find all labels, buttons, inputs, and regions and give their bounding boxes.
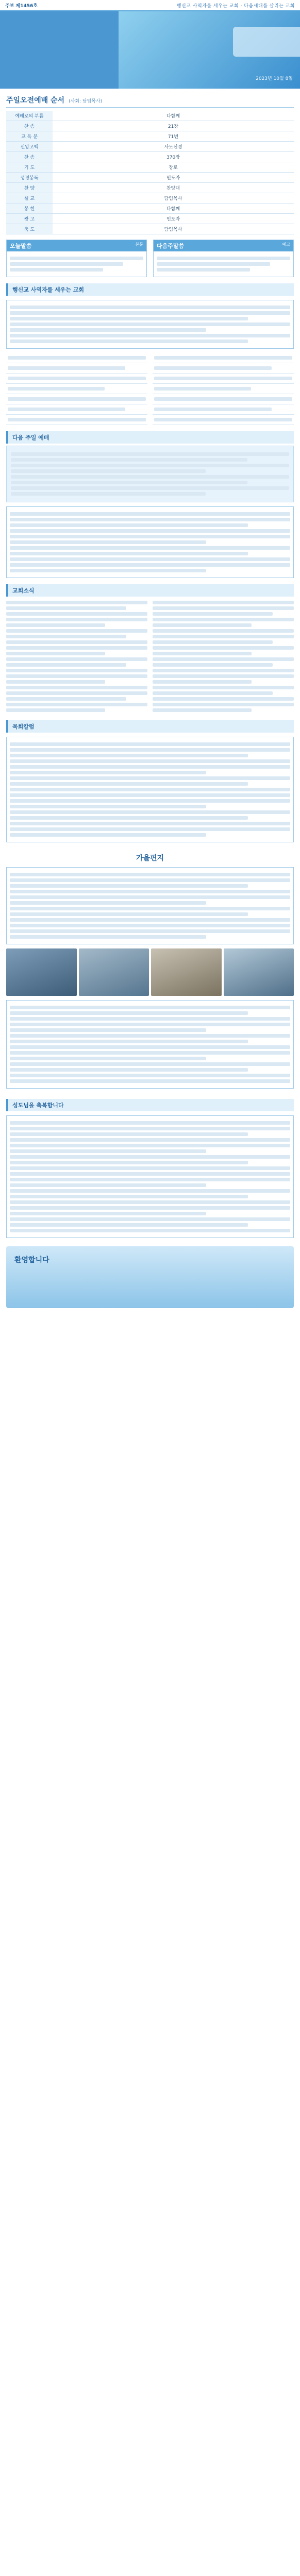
text-line bbox=[10, 317, 248, 320]
text-line bbox=[153, 674, 294, 678]
text-line bbox=[10, 1079, 290, 1083]
text-line bbox=[10, 306, 290, 309]
text-line bbox=[10, 1121, 290, 1125]
text-line bbox=[10, 563, 290, 567]
order-label: 찬 송 bbox=[6, 121, 53, 131]
text-line bbox=[10, 884, 248, 888]
table-row bbox=[6, 374, 147, 384]
order-label: 찬 송 bbox=[6, 152, 53, 162]
order-value: 370장 bbox=[53, 152, 294, 162]
table-row bbox=[153, 415, 294, 425]
text-line bbox=[6, 635, 126, 638]
text-line bbox=[10, 748, 290, 752]
schedule-title: 다음 주일 예배 bbox=[6, 431, 294, 444]
table-row bbox=[6, 415, 147, 425]
text-line bbox=[154, 377, 292, 380]
text-line bbox=[10, 935, 206, 939]
text-line bbox=[10, 1166, 290, 1170]
table-row bbox=[153, 353, 294, 363]
text-line bbox=[10, 1062, 290, 1066]
text-line bbox=[11, 458, 247, 462]
weekly-col-right bbox=[153, 353, 294, 425]
text-line bbox=[153, 657, 294, 661]
worship-order bbox=[6, 95, 294, 277]
text-line bbox=[8, 377, 146, 380]
text-line bbox=[6, 703, 147, 706]
closing-box bbox=[6, 1115, 294, 1238]
text-line bbox=[6, 601, 147, 604]
text-line bbox=[153, 669, 294, 672]
text-line bbox=[10, 771, 206, 774]
text-line bbox=[10, 512, 290, 516]
bulletin-date: 2023년 10월 8일 bbox=[256, 76, 293, 81]
sermon-panel-head bbox=[7, 240, 146, 251]
text-line bbox=[10, 1057, 206, 1060]
text-line bbox=[10, 1023, 290, 1026]
next-panel-body bbox=[154, 251, 293, 277]
sermon-panels bbox=[6, 240, 294, 277]
text-line bbox=[10, 765, 290, 769]
schedule-detail-box bbox=[6, 506, 294, 578]
text-line bbox=[10, 552, 248, 555]
text-line bbox=[6, 669, 147, 672]
text-line bbox=[10, 793, 290, 797]
text-line bbox=[8, 397, 146, 401]
text-line bbox=[10, 523, 248, 527]
table-row bbox=[153, 394, 294, 404]
essay-box-2 bbox=[6, 1000, 294, 1089]
sermon-panel-body bbox=[7, 251, 146, 277]
text-line bbox=[11, 492, 206, 496]
photo bbox=[79, 948, 149, 996]
text-line bbox=[153, 708, 252, 712]
order-row bbox=[6, 121, 294, 131]
schedule-section bbox=[6, 431, 294, 578]
text-line bbox=[10, 901, 206, 905]
text-line bbox=[153, 686, 294, 689]
text-line bbox=[10, 557, 290, 561]
text-line bbox=[6, 663, 126, 667]
text-line bbox=[10, 1028, 206, 1032]
page-end-space bbox=[0, 1308, 300, 1320]
text-line bbox=[157, 257, 290, 260]
text-line bbox=[10, 810, 290, 814]
order-row bbox=[6, 131, 294, 142]
text-line bbox=[6, 680, 105, 684]
church-motto: 행신교 사역자를 세우는 교회 · 다음세대를 살리는 교회 bbox=[176, 3, 295, 9]
text-line bbox=[10, 873, 290, 876]
photo bbox=[151, 948, 222, 996]
sermon-panel-title: 오늘말씀 bbox=[10, 243, 32, 249]
essay-section bbox=[6, 853, 294, 1089]
text-line bbox=[10, 1200, 290, 1204]
text-line bbox=[10, 334, 290, 337]
text-line bbox=[10, 895, 290, 899]
text-line bbox=[10, 1183, 206, 1187]
hero-panel-left bbox=[0, 11, 119, 89]
text-line bbox=[10, 1034, 290, 1038]
text-line bbox=[10, 918, 290, 922]
text-line bbox=[153, 601, 294, 604]
text-line bbox=[8, 366, 125, 370]
sermon-panel-note: 본문 bbox=[135, 242, 143, 247]
text-line bbox=[6, 646, 147, 650]
text-line bbox=[11, 486, 289, 490]
order-label: 봉 헌 bbox=[6, 204, 53, 214]
order-label: 예배로의 부름 bbox=[6, 111, 53, 121]
text-line bbox=[10, 323, 290, 326]
next-sermon-panel bbox=[153, 240, 294, 277]
text-line bbox=[10, 1011, 248, 1015]
text-line bbox=[10, 1040, 248, 1043]
worship-title-row bbox=[6, 95, 294, 108]
text-line bbox=[10, 257, 143, 260]
order-value: 다함께 bbox=[53, 111, 294, 121]
text-line bbox=[154, 397, 292, 401]
text-line bbox=[10, 822, 290, 825]
text-line bbox=[11, 464, 289, 467]
weekly-section bbox=[6, 283, 294, 425]
text-line bbox=[10, 1229, 290, 1232]
text-line bbox=[6, 686, 147, 689]
worship-subtitle: (사회: 담임목사) bbox=[69, 99, 103, 104]
text-line bbox=[6, 618, 147, 621]
text-line bbox=[10, 1217, 290, 1221]
text-line bbox=[153, 612, 273, 616]
text-line bbox=[10, 816, 248, 820]
text-line bbox=[10, 328, 206, 332]
footer-caption: 환영합니다 bbox=[14, 1256, 49, 1264]
text-line bbox=[10, 569, 206, 572]
order-row bbox=[6, 214, 294, 224]
weekly-columns bbox=[6, 353, 294, 425]
text-line bbox=[153, 703, 294, 706]
table-row bbox=[6, 394, 147, 404]
text-line bbox=[11, 469, 206, 473]
photo-strip bbox=[6, 948, 294, 996]
text-line bbox=[10, 529, 290, 533]
text-line bbox=[10, 311, 290, 315]
text-line bbox=[153, 629, 294, 633]
essay-box bbox=[6, 867, 294, 944]
order-label: 찬 양 bbox=[6, 183, 53, 193]
text-line bbox=[6, 657, 147, 661]
order-value: 장로 bbox=[53, 162, 294, 173]
order-label: 기 도 bbox=[6, 162, 53, 173]
issue-label: 주보 제1456호 bbox=[5, 3, 38, 9]
text-line bbox=[10, 924, 290, 927]
table-row bbox=[6, 404, 147, 415]
text-line bbox=[10, 1006, 290, 1009]
next-panel-title: 다음주말씀 bbox=[157, 243, 185, 249]
text-line bbox=[6, 697, 126, 701]
order-row bbox=[6, 224, 294, 234]
text-line bbox=[10, 1195, 248, 1198]
text-line bbox=[154, 356, 292, 360]
essay-title: 가을편지 bbox=[136, 854, 164, 862]
text-line bbox=[10, 878, 290, 882]
text-line bbox=[10, 907, 290, 910]
text-line bbox=[6, 629, 147, 633]
hero-band bbox=[233, 27, 300, 57]
order-row bbox=[6, 142, 294, 152]
text-line bbox=[153, 646, 294, 650]
sermon-panel bbox=[6, 240, 147, 277]
schedule-table-right bbox=[153, 353, 294, 425]
text-line bbox=[157, 262, 270, 266]
text-line bbox=[10, 262, 123, 266]
events-col-right bbox=[153, 599, 294, 714]
text-line bbox=[10, 1051, 290, 1055]
text-line bbox=[8, 356, 146, 360]
text-line bbox=[10, 1132, 248, 1136]
order-label: 성경봉독 bbox=[6, 173, 53, 183]
text-line bbox=[10, 1178, 290, 1181]
text-line bbox=[153, 691, 273, 695]
text-line bbox=[10, 912, 248, 916]
text-line bbox=[10, 268, 103, 272]
order-value: 찬양대 bbox=[53, 183, 294, 193]
text-line bbox=[8, 387, 105, 391]
text-line bbox=[10, 535, 290, 538]
worship-title: 주일오전예배 순서 bbox=[6, 96, 65, 105]
text-line bbox=[6, 640, 147, 644]
text-line bbox=[153, 635, 294, 638]
text-line bbox=[6, 612, 147, 616]
text-line bbox=[8, 408, 125, 411]
text-line bbox=[6, 708, 105, 712]
text-line bbox=[11, 452, 289, 456]
text-line bbox=[10, 546, 290, 550]
text-line bbox=[153, 652, 252, 655]
order-value: 71번 bbox=[53, 131, 294, 142]
order-row bbox=[6, 111, 294, 121]
text-line bbox=[10, 827, 290, 831]
text-line bbox=[10, 890, 290, 893]
next-panel-head bbox=[154, 240, 293, 251]
text-line bbox=[10, 1189, 290, 1193]
table-row bbox=[6, 384, 147, 394]
order-label: 축 도 bbox=[6, 224, 53, 234]
footer-banner bbox=[6, 1246, 294, 1308]
table-row bbox=[153, 374, 294, 384]
text-line bbox=[10, 776, 290, 780]
text-line bbox=[10, 759, 290, 763]
text-line bbox=[154, 418, 292, 421]
text-line bbox=[153, 680, 252, 684]
text-line bbox=[6, 691, 147, 695]
text-line bbox=[154, 408, 272, 411]
text-line bbox=[10, 833, 206, 837]
table-row bbox=[6, 363, 147, 374]
text-line bbox=[154, 366, 272, 370]
text-line bbox=[10, 1212, 206, 1215]
article-section bbox=[6, 720, 294, 842]
text-line bbox=[6, 652, 105, 655]
text-line bbox=[10, 1127, 290, 1130]
text-line bbox=[10, 1223, 248, 1227]
text-line bbox=[10, 799, 290, 803]
text-line bbox=[11, 475, 289, 479]
text-line bbox=[153, 697, 294, 701]
text-line bbox=[6, 606, 126, 610]
photo bbox=[6, 948, 77, 996]
weekly-col-left bbox=[6, 353, 147, 425]
text-line bbox=[10, 1206, 290, 1210]
text-line bbox=[10, 1172, 290, 1176]
closing-section bbox=[6, 1099, 294, 1238]
order-row bbox=[6, 183, 294, 193]
next-panel-note: 예고 bbox=[282, 242, 290, 247]
order-value: 인도자 bbox=[53, 214, 294, 224]
text-line bbox=[6, 674, 147, 678]
schedule-highlight bbox=[6, 446, 294, 502]
order-row bbox=[6, 204, 294, 214]
worship-order-table bbox=[6, 111, 294, 234]
text-line bbox=[10, 742, 290, 746]
order-label: 설 교 bbox=[6, 193, 53, 204]
text-line bbox=[10, 1155, 290, 1159]
text-line bbox=[10, 1149, 206, 1153]
events-col-left bbox=[6, 599, 147, 714]
text-line bbox=[10, 788, 290, 791]
weekly-box bbox=[6, 300, 294, 349]
order-value: 담임목사 bbox=[53, 193, 294, 204]
text-line bbox=[10, 782, 248, 786]
order-value: 담임목사 bbox=[53, 224, 294, 234]
order-label: 교 독 문 bbox=[6, 131, 53, 142]
order-value: 사도신경 bbox=[53, 142, 294, 152]
order-row bbox=[6, 162, 294, 173]
text-line bbox=[10, 1138, 290, 1142]
text-line bbox=[10, 805, 206, 808]
text-line bbox=[153, 618, 294, 621]
text-line bbox=[10, 540, 206, 544]
text-line bbox=[10, 1144, 290, 1147]
text-line bbox=[10, 1017, 290, 1021]
text-line bbox=[10, 1068, 248, 1072]
order-value: 다함께 bbox=[53, 204, 294, 214]
table-row bbox=[6, 353, 147, 363]
table-row bbox=[153, 363, 294, 374]
text-line bbox=[153, 663, 273, 667]
text-line bbox=[153, 640, 273, 644]
weekly-title: 행신교 사역자를 세우는 교회 bbox=[6, 283, 294, 296]
text-line bbox=[157, 268, 250, 272]
header-bar bbox=[0, 0, 300, 11]
table-row bbox=[153, 384, 294, 394]
text-line bbox=[10, 1074, 290, 1077]
order-value: 21장 bbox=[53, 121, 294, 131]
events-section bbox=[6, 584, 294, 714]
article-title: 목회칼럼 bbox=[6, 720, 294, 733]
text-line bbox=[8, 418, 146, 421]
text-line bbox=[10, 340, 248, 343]
hero-panel-right bbox=[119, 11, 300, 89]
text-line bbox=[10, 754, 248, 757]
text-line bbox=[11, 481, 247, 484]
text-line bbox=[153, 606, 294, 610]
order-row bbox=[6, 193, 294, 204]
order-label: 광 고 bbox=[6, 214, 53, 224]
text-line bbox=[154, 387, 251, 391]
order-value: 인도자 bbox=[53, 173, 294, 183]
closing-title: 성도님을 축복합니다 bbox=[6, 1099, 294, 1111]
text-line bbox=[10, 1045, 290, 1049]
text-line bbox=[6, 623, 105, 627]
order-label: 신앙고백 bbox=[6, 142, 53, 152]
table-row bbox=[153, 404, 294, 415]
hero-banner bbox=[0, 11, 300, 89]
events-title: 교회소식 bbox=[6, 584, 294, 597]
text-line bbox=[10, 518, 290, 521]
order-row bbox=[6, 173, 294, 183]
text-line bbox=[10, 929, 290, 933]
schedule-table bbox=[6, 353, 147, 425]
text-line bbox=[153, 623, 252, 627]
article-box bbox=[6, 737, 294, 842]
order-row bbox=[6, 152, 294, 162]
text-line bbox=[10, 1161, 248, 1164]
events-columns bbox=[6, 599, 294, 714]
photo bbox=[224, 948, 294, 996]
